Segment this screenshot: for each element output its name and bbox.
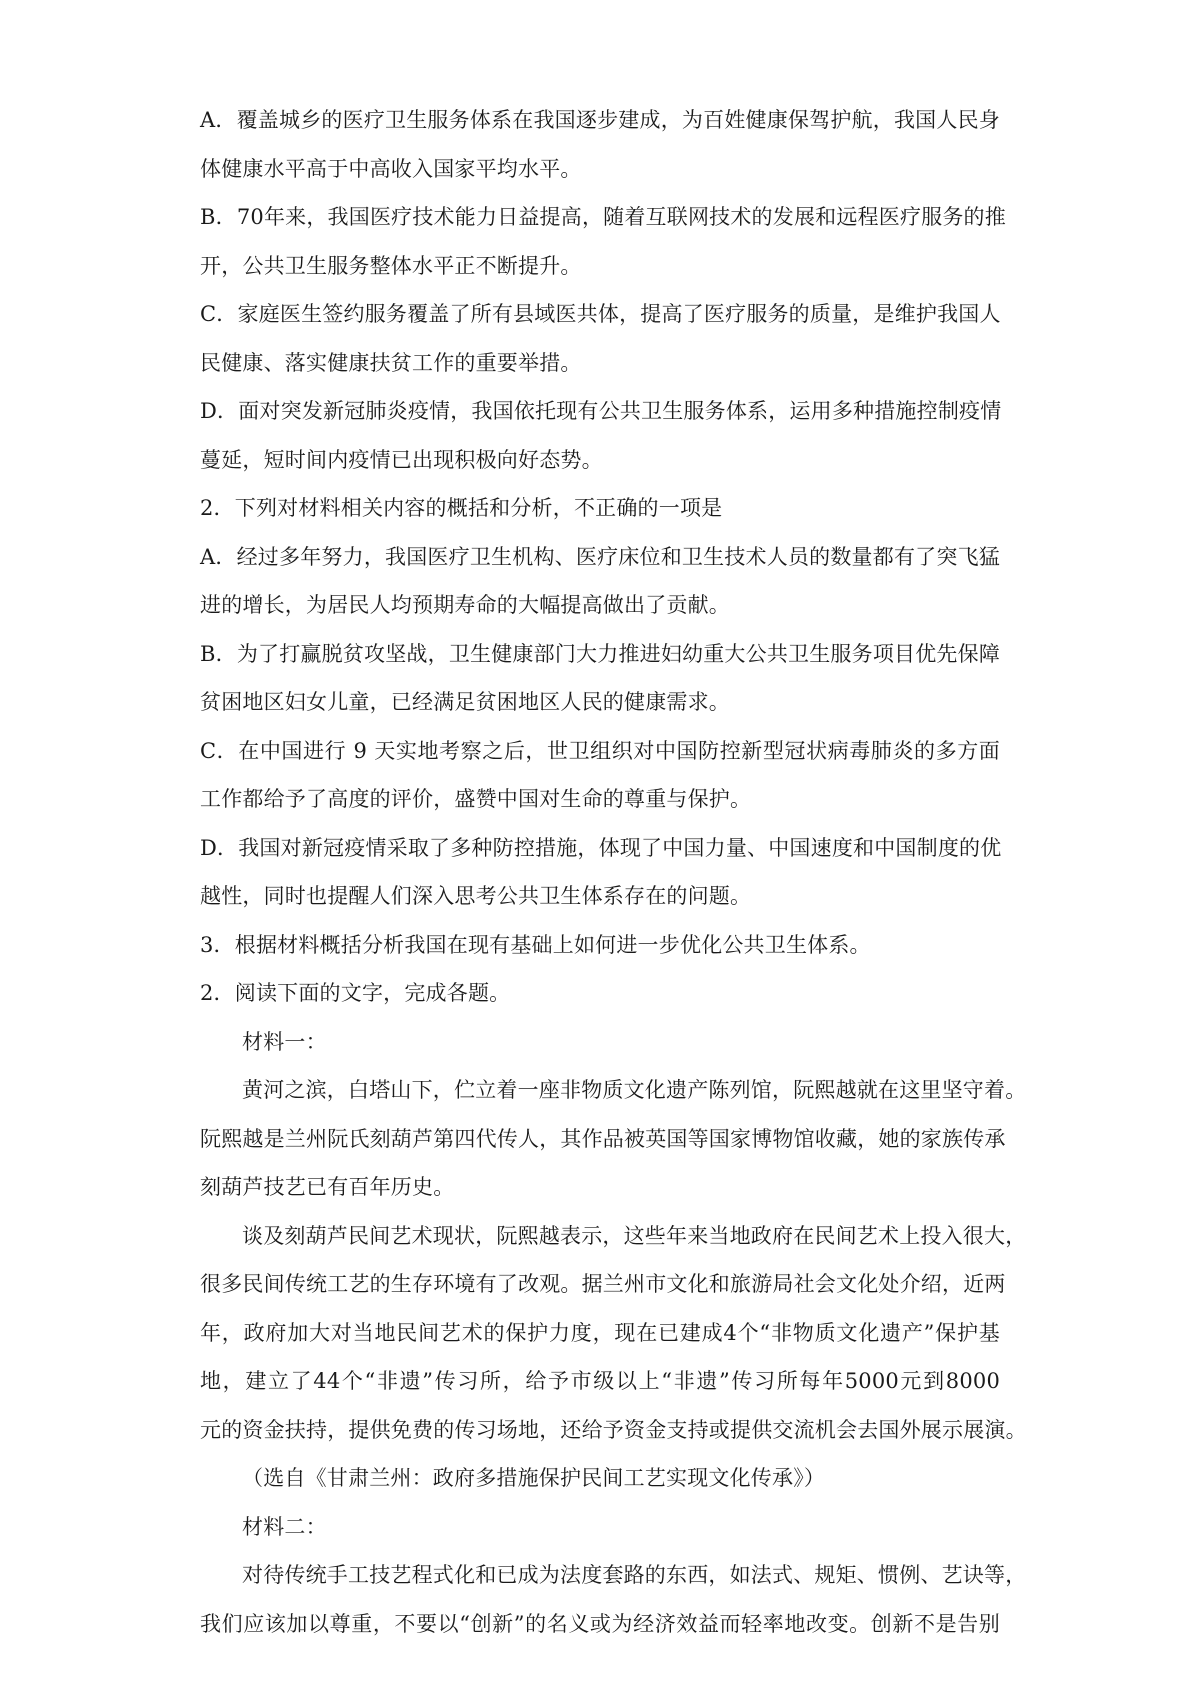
material-1-para-2-line-5: 元的资金扶持，提供免费的传习场地，还给予资金支持或提供交流机会去国外展示展演。 xyxy=(200,1417,1027,1442)
material-1-para-2-line-4: 地，建立了44个“非遗”传习所，给予市级以上“非遗”传习所每年5000元到8000 xyxy=(200,1369,1000,1393)
q1-option-c-line-2: 民健康、落实健康扶贫工作的重要举措。 xyxy=(200,350,582,375)
material-2-label: 材料二： xyxy=(242,1514,327,1539)
material-2-para-1-line-2: 我们应该加以尊重，不要以“创新”的名义或为经济效益而轻率地改变。创新不是告别 xyxy=(200,1611,1000,1636)
q2-option-b-line-2: 贫困地区妇女儿童，已经满足贫困地区人民的健康需求。 xyxy=(200,690,730,714)
q2-option-a-line-1: A．经过多年努力，我国医疗卫生机构、医疗床位和卫生技术人员的数量都有了突飞猛 xyxy=(200,544,1000,569)
material-1-para-2-line-2: 很多民间传统工艺的生存环境有了改观。据兰州市文化和旅游局社会文化处介绍，近两 xyxy=(200,1272,1006,1296)
q1-option-d-line-2: 蔓延，短时间内疫情已出现积极向好态势。 xyxy=(200,447,603,472)
q1-option-c-line-1: C．家庭医生签约服务覆盖了所有县域医共体，提高了医疗服务的质量，是维护我国人 xyxy=(200,302,1001,326)
q2-stem: 2．下列对材料相关内容的概括和分析，不正确的一项是 xyxy=(200,496,723,520)
material-1-para-1-line-1: 黄河之滨，白塔山下，伫立着一座非物质文化遗产陈列馆，阮熙越就在这里坚守着。 xyxy=(242,1078,1027,1102)
q2-option-c-line-1: C．在中国进行 9 天实地考察之后，世卫组织对中国防控新型冠状病毒肺炎的多方面 xyxy=(200,738,1000,763)
q2-option-d-line-2: 越性，同时也提醒人们深入思考公共卫生体系存在的问题。 xyxy=(200,884,752,908)
q1-option-b-line-1: B．70年来，我国医疗技术能力日益提高，随着互联网技术的发展和远程医疗服务的推 xyxy=(200,205,1006,229)
q2-option-d-line-1: D．我国对新冠疫情采取了多种防控措施，体现了中国力量、中国速度和中国制度的优 xyxy=(200,835,1002,860)
material-2-para-1-line-1: 对待传统手工技艺程式化和已成为法度套路的东西，如法式、规矩、惯例、艺诀等， xyxy=(242,1563,1027,1587)
q1-option-a-line-2: 体健康水平高于中高收入国家平均水平。 xyxy=(200,156,582,181)
material-1-para-2-line-1: 谈及刻葫芦民间艺术现状，阮熙越表示，这些年来当地政府在民间艺术上投入很大， xyxy=(242,1223,1027,1248)
q2-option-c-line-2: 工作都给予了高度的评价，盛赞中国对生命的尊重与保护。 xyxy=(200,787,752,811)
document-page xyxy=(200,96,1027,1648)
material-1-para-1-line-3: 刻葫芦技艺已有百年历史。 xyxy=(200,1175,455,1199)
material-1-source: （选自《甘肃兰州：政府多措施保护民间工艺实现文化传承》） xyxy=(242,1466,826,1490)
material-1-para-2-line-3: 年，政府加大对当地民间艺术的保护力度，现在已建成4个“非物质文化遗产”保护基 xyxy=(200,1320,1000,1345)
q1-option-d-line-1: D．面对突发新冠肺炎疫情，我国依托现有公共卫生服务体系，运用多种措施控制疫情 xyxy=(200,399,1002,423)
q2-option-b-line-1: B．为了打赢脱贫攻坚战，卫生健康部门大力推进妇幼重大公共卫生服务项目优先保障 xyxy=(200,641,1001,666)
q1-option-b-line-2: 开，公共卫生服务整体水平正不断提升。 xyxy=(200,253,582,278)
q2-option-a-line-2: 进的增长，为居民人均预期寿命的大幅提高做出了贡献。 xyxy=(200,593,730,617)
material-1-label: 材料一： xyxy=(242,1029,327,1054)
q3-stem: 3．根据材料概括分析我国在现有基础上如何进一步优化公共卫生体系。 xyxy=(200,932,871,957)
q1-option-a-line-1: A．覆盖城乡的医疗卫生服务体系在我国逐步建成，为百姓健康保驾护航，我国人民身 xyxy=(200,108,1000,132)
section-2-heading: 2．阅读下面的文字，完成各题。 xyxy=(200,981,511,1005)
material-1-para-1-line-2: 阮熙越是兰州阮氏刻葫芦第四代传人，其作品被英国等国家博物馆收藏，她的家族传承 xyxy=(200,1126,1006,1151)
